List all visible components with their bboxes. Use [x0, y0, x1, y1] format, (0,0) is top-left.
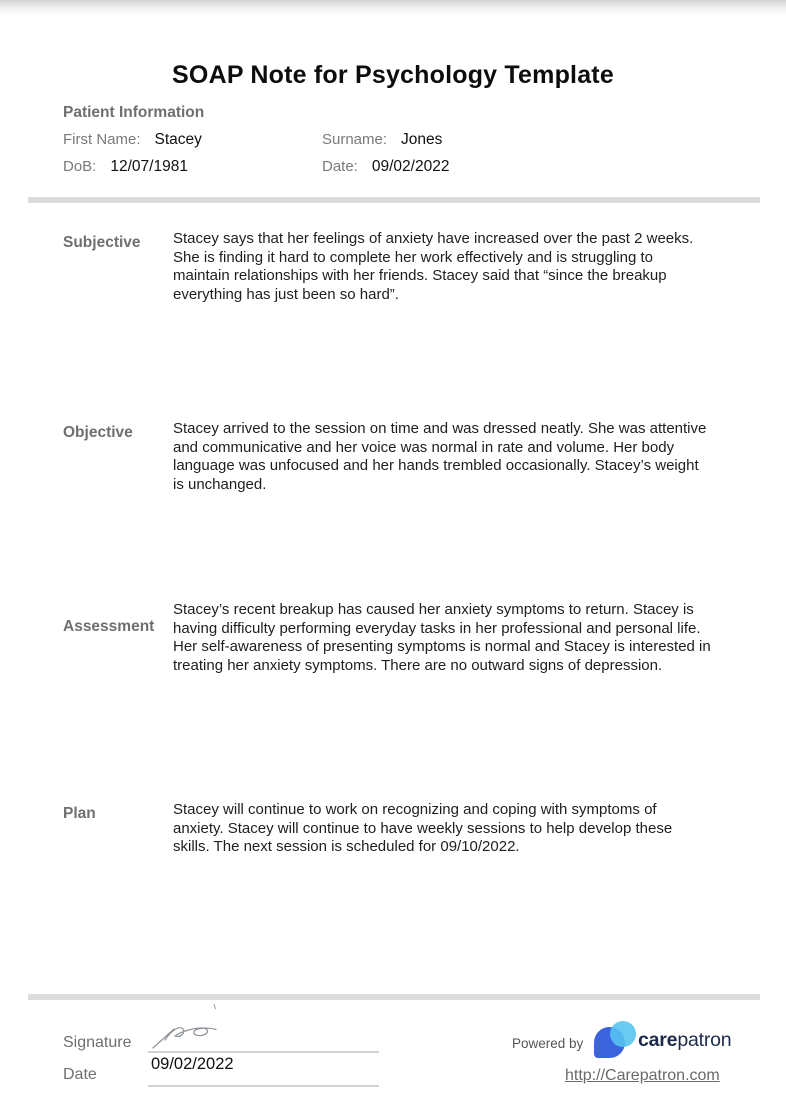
subjective-label: Subjective [63, 234, 141, 251]
date-label: Date: [322, 158, 358, 175]
assessment-text: Stacey’s recent breakup has caused her anxiety symptoms to return. Stacey is having difficulty performing everyday tasks in her professional and personal life. Her self-awareness of presenting symptoms is normal and Stacey is interested in treating her anxiety symptoms. There are no outward signs of depression. [173, 601, 711, 674]
section-objective [63, 420, 711, 494]
objective-text: Stacey arrived to the session on time and was dressed neatly. She was attentive and communicative and her voice was normal in rate and volume. Her body language was unfocused and her hands trembled occasionally. Stacey’s weight is unchanged. [173, 420, 707, 493]
surname-value: Jones [401, 131, 443, 148]
section-assessment [63, 601, 711, 675]
assessment-label: Assessment [63, 618, 155, 635]
first-name-label: First Name: [63, 131, 141, 148]
field-date [322, 158, 623, 176]
signature-label: Signature [63, 1034, 132, 1051]
dob-value: 12/07/1981 [110, 158, 188, 175]
patient-information-heading: Patient Information [63, 104, 205, 121]
date-field-label: Date [63, 1066, 97, 1083]
plan-text: Stacey will continue to work on recognizing and coping with symptoms of anxiety. Stacey will continue to have weekly sessions to help develop these skills. The next session is scheduled for 09/10/2022. [173, 801, 673, 856]
field-first-name [63, 131, 322, 149]
page-title: SOAP Note for Psychology Template [172, 60, 614, 89]
bottom-section-divider [28, 994, 760, 1000]
surname-label: Surname: [322, 131, 388, 148]
carepatron-circle-icon [610, 1021, 636, 1047]
dob-label: DoB: [63, 158, 97, 175]
date-line [148, 1085, 379, 1087]
patient-information-grid [63, 131, 623, 176]
signed-date-value: 09/02/2022 [151, 1055, 234, 1073]
objective-label: Objective [63, 424, 133, 441]
first-name-value: Stacey [154, 131, 202, 148]
subjective-text: Stacey says that her feelings of anxiety have increased over the past 2 weeks. She is finding it hard to complete her work effectively and is struggling to maintain relationships with her friends. Stacey said that “since the breakup everything has just been so hard”. [173, 230, 694, 303]
plan-label: Plan [63, 805, 96, 822]
powered-by-label: Powered by [512, 1036, 584, 1051]
carepatron-link[interactable]: http://Carepatron.com [565, 1067, 720, 1084]
carepatron-logo [594, 1021, 640, 1061]
page-top-shadow [0, 0, 786, 16]
stray-pen-mark [211, 1003, 219, 1013]
signature-scribble [150, 1016, 228, 1052]
section-subjective [63, 230, 711, 304]
date-value: 09/02/2022 [371, 158, 450, 175]
carepatron-brand-text [638, 1029, 731, 1052]
top-section-divider [28, 197, 760, 203]
section-plan [63, 801, 711, 857]
brand-text-care: care [638, 1029, 678, 1051]
brand-text-patron: patron [677, 1029, 732, 1051]
field-surname [322, 131, 623, 149]
field-dob [63, 158, 322, 176]
